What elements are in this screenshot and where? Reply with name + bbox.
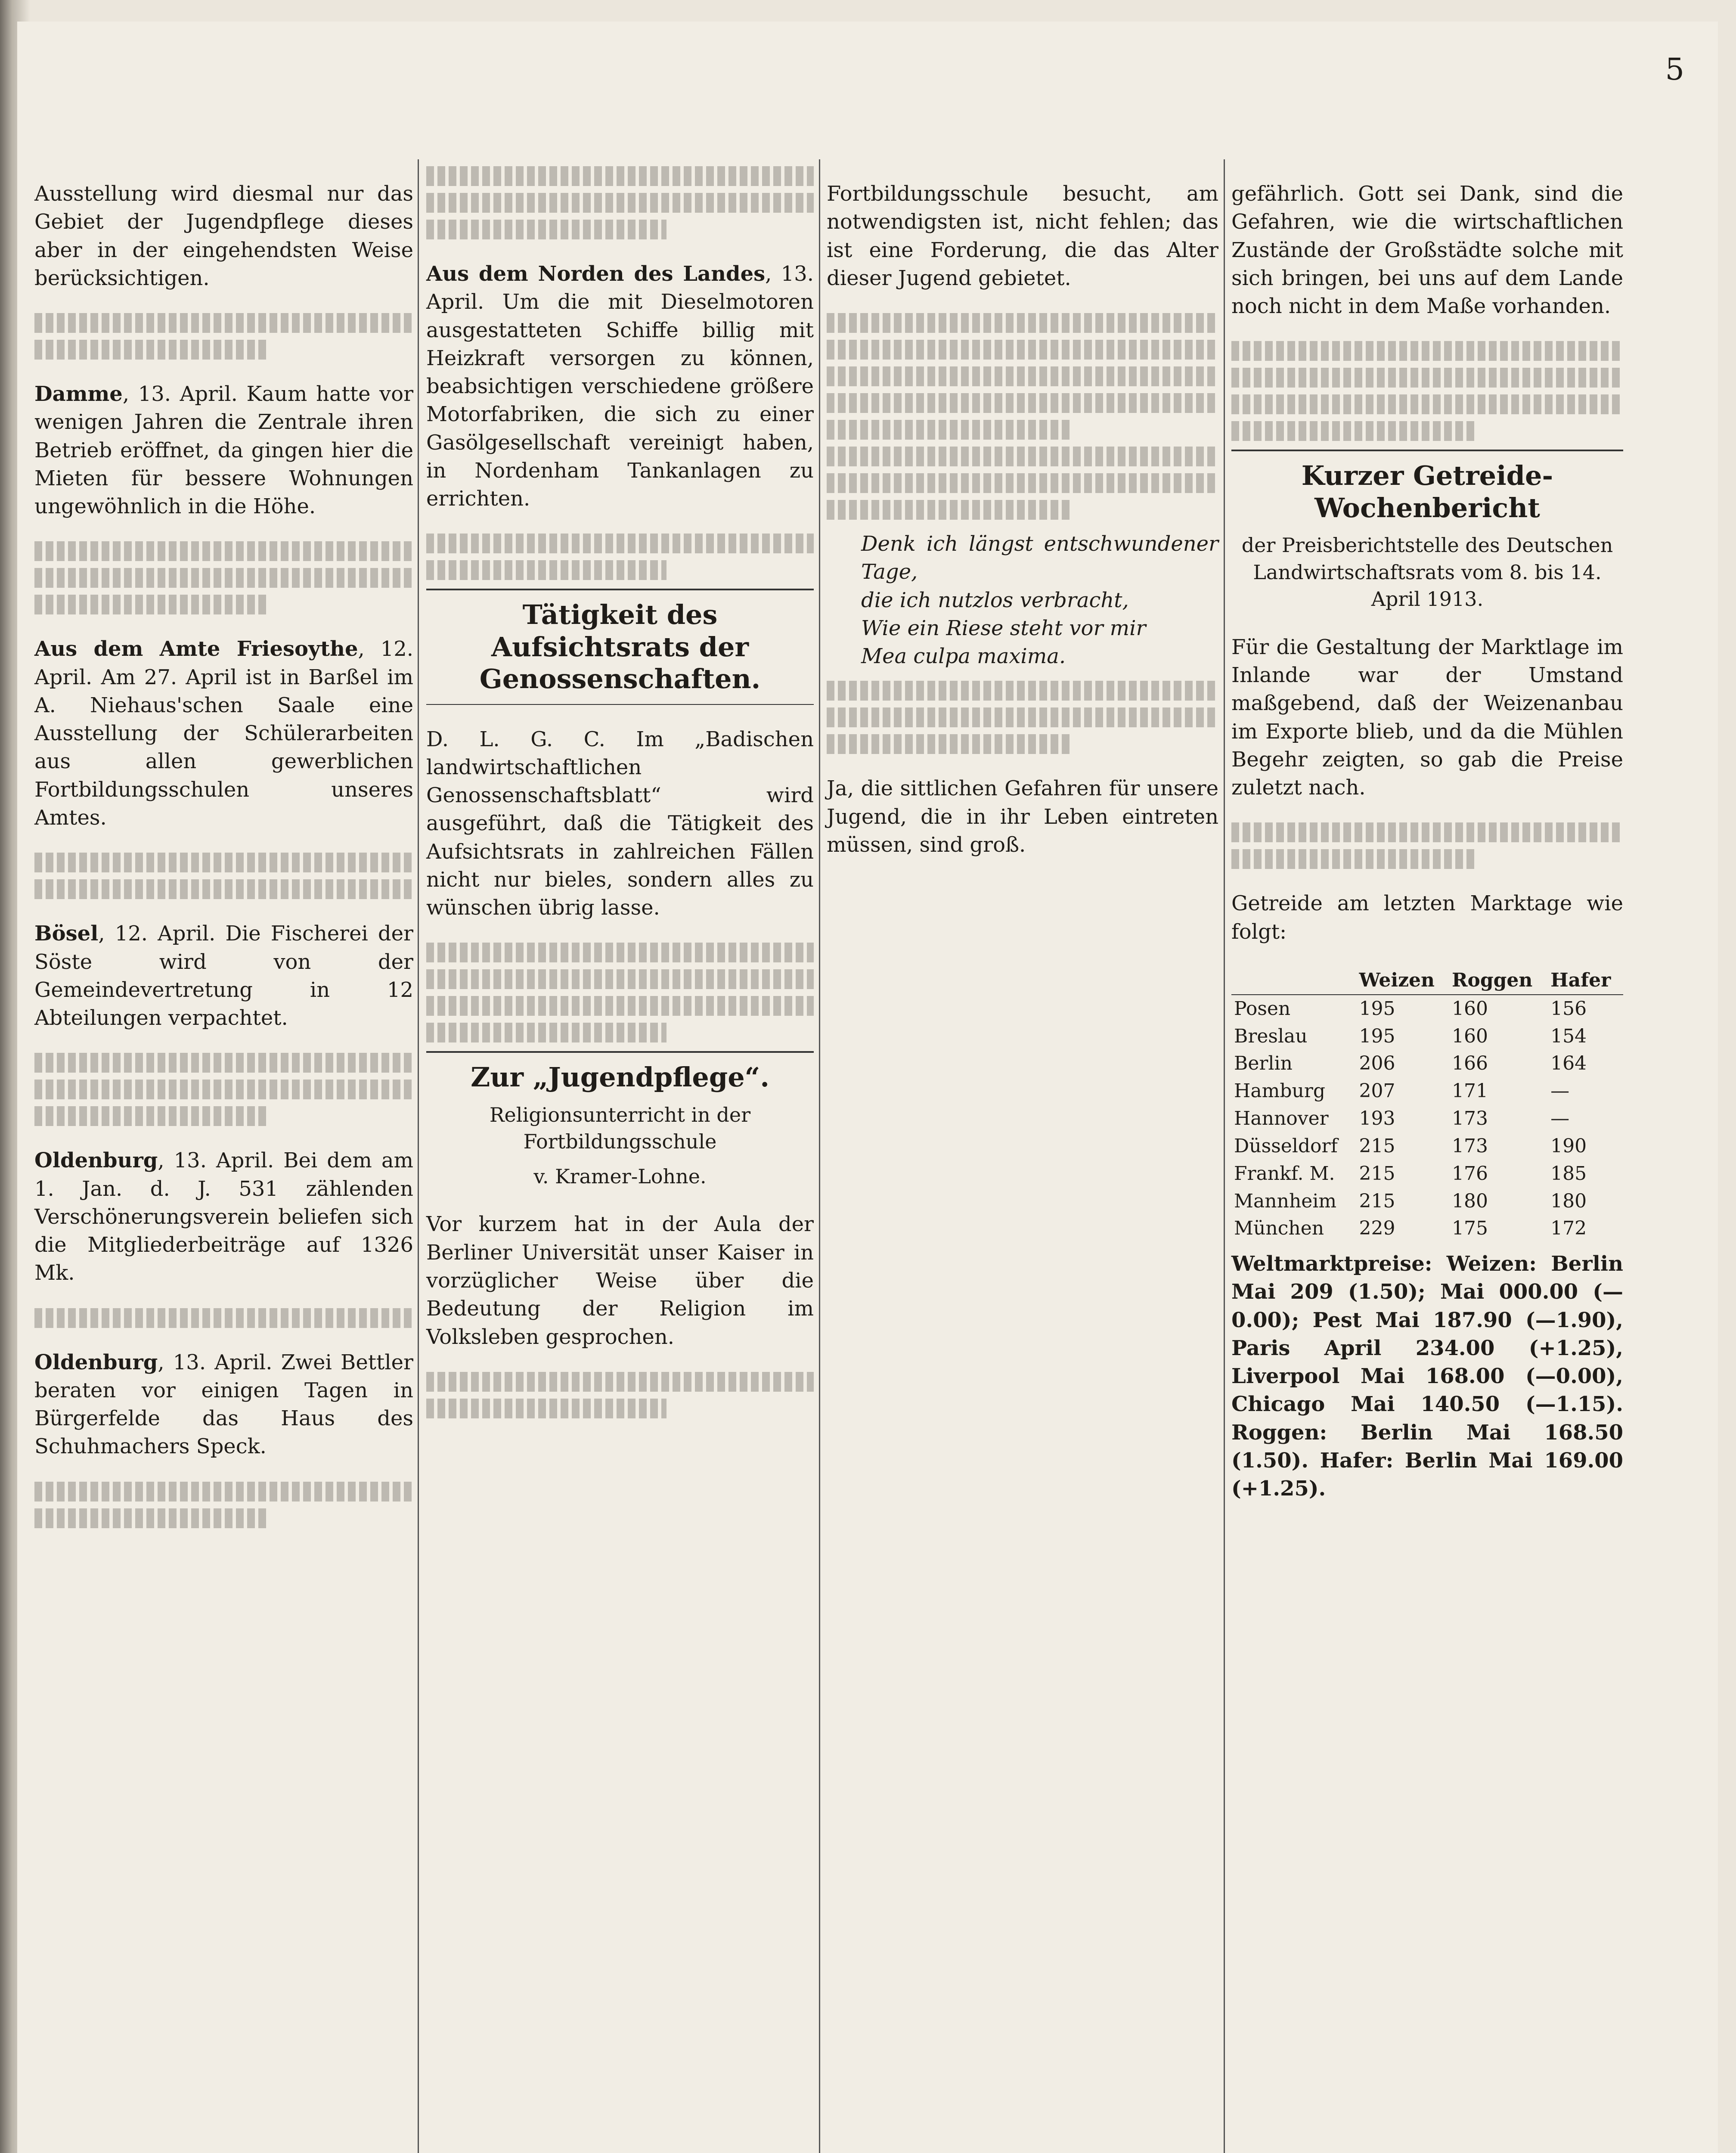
illegible-text-block — [34, 313, 413, 333]
grain-table-city: Berlin — [1234, 1052, 1293, 1075]
grain-table-header-cell: Hafer — [1548, 967, 1623, 995]
grain-table-price: 172 — [1550, 1217, 1587, 1240]
illegible-text-block — [34, 541, 413, 561]
report-heading: Kurzer Getreide-Wochenbericht — [1301, 460, 1553, 524]
item-lead: Am 27. April ist in Barßel im A. Niehaus'schen Saale eine Ausstellung der Schülerarbeiten aus allen gewerblichen Fortbildungsschulen unseres Amtes. — [34, 665, 413, 830]
illegible-text-block — [34, 853, 413, 872]
grain-table-city: München — [1234, 1217, 1324, 1240]
grain-table-price: — — [1550, 1108, 1570, 1130]
grain-table-body — [1231, 995, 1623, 1242]
verse-line: Wie ein Riese steht vor mir — [861, 616, 1146, 640]
col3-lead: Fortbildungsschule besucht, am notwendigsten ist, nicht fehlen; das ist eine Forderung, die das Alter dieser Jugend gebietet. — [827, 182, 1218, 290]
grain-table-city: Düsseldorf — [1234, 1135, 1338, 1157]
grain-table-price: 195 — [1359, 997, 1395, 1020]
illegible-text-block — [1231, 421, 1474, 441]
grain-table-price: 160 — [1451, 997, 1488, 1020]
illegible-text-block — [34, 879, 413, 899]
grain-price-table — [1231, 967, 1623, 1242]
section-divider — [426, 704, 814, 705]
report-subheading: der Preisberichtstelle des Deutschen Landwirtschaftsrats vom 8. bis 14. April 1913. — [1241, 534, 1613, 611]
verse-block — [827, 530, 1218, 670]
grain-table-price: 207 — [1359, 1080, 1395, 1102]
illegible-text-block — [827, 707, 1218, 727]
grain-table-header — [1231, 967, 1623, 995]
grain-table-price: 206 — [1359, 1052, 1395, 1075]
grain-table-city: Frankf. M. — [1234, 1162, 1335, 1185]
news-item: Oldenburg, 13. April. Zwei Bettler beraten vor einigen Tagen in Bürgerfelde das Haus des Schuhmachers Speck. — [34, 1350, 414, 1459]
illegible-text-block — [1231, 822, 1623, 842]
grain-table-price: 190 — [1550, 1135, 1587, 1157]
news-item: Bösel, 12. April. Die Fischerei der Söste wird von der Gemeindevertretung in 12 Abteilungen verpachtet. — [34, 921, 413, 1030]
illegible-text-block — [827, 473, 1218, 493]
illegible-text-block — [827, 734, 1070, 754]
illegible-text-block — [426, 996, 814, 1016]
item-date: 12. April. — [34, 637, 413, 689]
column-rule — [1224, 159, 1225, 2153]
grain-table-city: Hannover — [1234, 1108, 1329, 1130]
illegible-text-block — [827, 420, 1070, 440]
grain-table-header-cell: Weizen — [1357, 967, 1449, 995]
item-date: 13. April. — [426, 262, 814, 314]
verse-line: Mea culpa maxima. — [861, 644, 1066, 669]
grain-table-price: 229 — [1359, 1217, 1395, 1240]
illegible-text-block — [426, 193, 814, 213]
grain-table-price: 215 — [1359, 1135, 1395, 1157]
grain-table-row — [1231, 1050, 1623, 1077]
illegible-text-block — [34, 568, 413, 588]
grain-table-header-cell — [1231, 967, 1357, 995]
illegible-text-block — [34, 595, 270, 614]
grain-table-price: 175 — [1451, 1217, 1488, 1240]
illegible-text-block — [827, 340, 1218, 360]
illegible-text-block — [426, 220, 666, 239]
grain-table-price: 180 — [1550, 1190, 1587, 1212]
column-4 — [1231, 159, 1623, 1524]
illegible-text-block — [34, 1106, 270, 1126]
news-item: Oldenburg, 13. April. Bei dem am 1. Jan. d. J. 531 zählenden Verschönerungsverein beliefen sich die Mitgliederbeiträge auf 1326 Mk. — [34, 1148, 414, 1285]
grain-table-city: Hamburg — [1234, 1080, 1326, 1102]
illegible-text-block — [34, 1508, 270, 1528]
illegible-text-block — [426, 969, 814, 989]
grain-table-city: Breslau — [1234, 1025, 1308, 1047]
illegible-text-block — [1231, 849, 1474, 869]
grain-table-price: 193 — [1359, 1108, 1395, 1130]
illegible-text-block — [34, 1482, 413, 1502]
illegible-text-block — [827, 393, 1218, 413]
illegible-text-block — [426, 534, 814, 553]
page-number: 5 — [1665, 52, 1684, 87]
grain-table-price: — — [1550, 1080, 1570, 1102]
illegible-text-block — [426, 166, 814, 186]
jugend-subheading: Religionsunterricht in der Fortbildungsschule — [489, 1103, 751, 1154]
column-2 — [426, 159, 814, 1425]
grain-table-row — [1231, 1105, 1623, 1132]
section-divider — [426, 1051, 814, 1053]
illegible-text-block — [34, 1053, 413, 1073]
item-date: 13. April. — [138, 382, 238, 406]
item-place: Damme — [34, 382, 123, 406]
item-lead: Zwei Bettler beraten vor einigen Tagen in Bürgerfelde das Haus des Schuhmachers Speck. — [34, 1350, 414, 1459]
grain-table-price: 171 — [1451, 1080, 1488, 1102]
grain-table-row — [1231, 1215, 1623, 1242]
item-date: 13. April. — [174, 1148, 274, 1173]
illegible-text-block — [827, 313, 1218, 333]
news-item: Aus dem Norden des Landes, 13. April. Um die mit Dieselmotoren ausgestatteten Schiffe billig mit Heizkraft versorgen zu können, beabsichtigen verschiedene größere Motorfabriken, die sich zu einer Gasölgesellschaft vereinigt haben, in Nordenham Tankanlagen zu errichten. — [426, 262, 814, 511]
market-intro: Getreide am letzten Marktage wie folgt: — [1231, 891, 1623, 944]
article-lead: D. L. G. C. Im „Badischen landwirtschaftlichen Genossenschaftsblatt“ wird ausgeführt, daß die Tätigkeit des Aufsichtsrats in zahlreichen Fällen nicht nur bieles, sondern alles zu wünschen übrig lasse. — [426, 727, 814, 920]
grain-table-price: 195 — [1359, 1025, 1395, 1047]
illegible-text-block — [1231, 368, 1623, 388]
illegible-text-block — [827, 366, 1218, 386]
jugend-byline: v. Kramer-Lohne. — [533, 1164, 707, 1188]
grain-table-price: 166 — [1451, 1052, 1488, 1075]
grain-table-price: 154 — [1550, 1025, 1587, 1047]
jugend-heading: Zur „Jugendpflege“. — [471, 1061, 769, 1093]
illegible-text-block — [1231, 341, 1623, 361]
col1-opening: Ausstellung wird diesmal nur das Gebiet der Jugendpflege dieses aber in der eingehendsten Weise berücksichtigen. — [34, 182, 413, 290]
column-1 — [34, 159, 413, 1535]
item-place: Oldenburg — [34, 1350, 158, 1374]
illegible-text-block — [827, 447, 1218, 466]
col3-closing: Ja, die sittlichen Gefahren für unsere Jugend, die in ihr Leben eintreten müssen, sind groß. — [827, 776, 1218, 857]
item-lead: Um die mit Dieselmotoren ausgestatteten Schiffe billig mit Heizkraft versorgen zu können, beabsichtigen verschiedene größere Motorfabriken, die sich zu einer Gasölgesellschaft vereinigt haben, in Nordenham Tankanlagen zu errichten. — [426, 290, 814, 511]
report-lead: Für die Gestaltung der Marktlage im Inlande war der Umstand maßgebend, daß der Weizenanbau im Exporte blieb, und da die Mühlen Begehr zeigten, so gab die Preise zuletzt nach. — [1231, 635, 1623, 800]
item-lead: Die Fischerei der Söste wird von der Gemeindevertretung in 12 Abteilungen verpachtet. — [34, 921, 413, 1030]
item-place: Aus dem Amte Friesoythe — [34, 637, 358, 661]
section-divider — [1231, 450, 1623, 451]
grain-table-price: 180 — [1451, 1190, 1488, 1212]
verse-line: die ich nutzlos verbracht, — [861, 588, 1129, 612]
world-prices: Weltmarktpreise: Weizen: Berlin Mai 209 (1.50); Mai 000.00 (—0.00); Pest Mai 187.90 (—1.90), Paris April 234.00 (+1.25), Liverpool Mai 168.00 (—0.00), Chicago Mai 140.50 (—1.15). Roggen: Berlin Mai 168.50 (1.50). Hafer: Berlin Mai 169.00 (+1.25). — [1231, 1252, 1623, 1501]
grain-table-row — [1231, 1132, 1623, 1160]
grain-table-price: 185 — [1550, 1162, 1587, 1185]
section-divider — [426, 589, 814, 590]
grain-table-city: Posen — [1234, 997, 1291, 1020]
illegible-text-block — [827, 500, 1070, 520]
illegible-text-block — [34, 1080, 413, 1099]
grain-table-price: 164 — [1550, 1052, 1587, 1075]
item-lead: Bei dem am 1. Jan. d. J. 531 zählenden Verschönerungsverein beliefen sich die Mitgliederbeiträge auf 1326 Mk. — [34, 1148, 414, 1285]
grain-table-row — [1231, 1077, 1623, 1105]
grain-table-price: 160 — [1451, 1025, 1488, 1047]
illegible-text-block — [426, 943, 814, 962]
jugend-lead: Vor kurzem hat in der Aula der Berliner Universität unser Kaiser in vorzüglicher Weise über die Bedeutung der Religion im Volksleben gesprochen. — [426, 1212, 814, 1349]
col4-lead: gefährlich. Gott sei Dank, sind die Gefahren, wie die wirtschaftlichen Zustände der Großstädte solche mit sich bringen, bei uns auf dem Lande noch nicht in dem Maße vorhanden. — [1231, 182, 1623, 319]
column-rule — [819, 159, 820, 2153]
grain-table-city: Mannheim — [1234, 1190, 1337, 1212]
article-heading: Tätigkeit des Aufsichtsrats der Genossenschaften. — [479, 599, 761, 695]
grain-table-price: 173 — [1451, 1135, 1488, 1157]
grain-table-price: 176 — [1451, 1162, 1488, 1185]
news-item: Aus dem Amte Friesoythe, 12. April. Am 27. April ist in Barßel im A. Niehaus'schen Saale eine Ausstellung der Schülerarbeiten aus allen gewerblichen Fortbildungsschulen unseres Amtes. — [34, 637, 413, 830]
illegible-text-block — [34, 340, 270, 360]
item-date: 12. April. — [115, 921, 216, 946]
grain-table-price: 173 — [1451, 1108, 1488, 1130]
item-lead: Kaum hatte vor wenigen Jahren die Zentrale ihren Betrieb eröffnet, da gingen hier die Mieten für bessere Wohnungen ungewöhnlich in die Höhe. — [34, 382, 414, 519]
grain-table-price: 156 — [1550, 997, 1587, 1020]
illegible-text-block — [34, 1308, 413, 1328]
illegible-text-block — [426, 1372, 814, 1392]
column-rule — [418, 159, 419, 2153]
grain-table-price: 215 — [1359, 1190, 1395, 1212]
illegible-text-block — [426, 1023, 666, 1042]
illegible-text-block — [827, 681, 1218, 701]
verse-line: Denk ich längst entschwundener Tage, — [861, 532, 1218, 584]
illegible-text-block — [426, 1399, 666, 1418]
grain-table-price: 215 — [1359, 1162, 1395, 1185]
item-place: Bösel — [34, 921, 99, 946]
news-item: Damme, 13. April. Kaum hatte vor wenigen Jahren die Zentrale ihren Betrieb eröffnet, da gingen hier die Mieten für bessere Wohnungen ungewöhnlich in die Höhe. — [34, 382, 414, 519]
grain-table-row — [1231, 1023, 1623, 1050]
item-date: 13. April. — [173, 1350, 273, 1374]
illegible-text-block — [1231, 394, 1623, 414]
item-place: Oldenburg — [34, 1148, 158, 1173]
grain-table-row — [1231, 995, 1623, 1023]
item-place: Aus dem Norden des Landes — [426, 262, 766, 286]
column-3 — [827, 159, 1218, 880]
illegible-text-block — [426, 560, 666, 580]
grain-table-header-cell: Roggen — [1449, 967, 1548, 995]
grain-table-row — [1231, 1188, 1623, 1215]
grain-table-row — [1231, 1160, 1623, 1188]
